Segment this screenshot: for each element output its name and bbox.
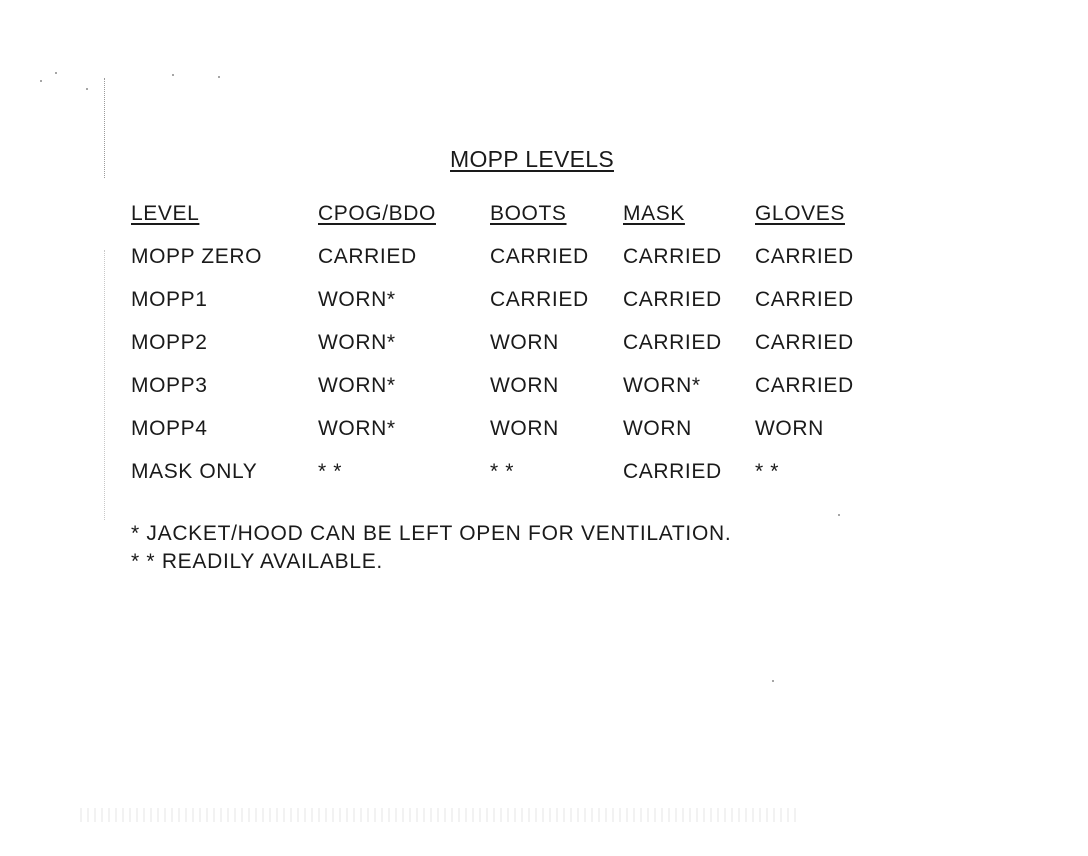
scan-speck	[218, 76, 220, 78]
table-cell: CARRIED	[755, 288, 854, 311]
table-cell: CARRIED	[490, 245, 589, 268]
scan-artifact	[80, 808, 800, 822]
scan-speck	[86, 88, 88, 90]
table-cell: CARRIED	[623, 460, 722, 483]
document-title: MOPP LEVELS	[450, 146, 614, 172]
table-cell: CARRIED	[623, 245, 722, 268]
header-cell: MASK	[623, 202, 685, 225]
table-cell: MOPP1	[131, 288, 208, 311]
scan-speck	[838, 514, 840, 516]
table-cell: CARRIED	[623, 331, 722, 354]
table-cell: CARRIED	[490, 288, 589, 311]
table-cell: MOPP4	[131, 417, 208, 440]
scan-speck	[772, 680, 774, 682]
table-cell: * *	[755, 460, 779, 483]
table-cell: MOPP3	[131, 374, 208, 397]
table-cell: CARRIED	[755, 331, 854, 354]
footnote-readily-available: * * READILY AVAILABLE.	[131, 550, 383, 573]
table-cell: WORN	[490, 331, 559, 354]
table-cell: CARRIED	[623, 288, 722, 311]
table-cell: MOPP ZERO	[131, 245, 263, 268]
table-cell: * *	[318, 460, 342, 483]
scan-speck	[172, 74, 174, 76]
footnotes	[131, 520, 731, 576]
scan-speck	[55, 72, 57, 74]
table-cell: CARRIED	[755, 245, 854, 268]
table-cell: WORN	[490, 374, 559, 397]
table-cell: CARRIED	[755, 374, 854, 397]
table-cell: MOPP2	[131, 331, 208, 354]
margin-rule	[104, 250, 106, 520]
header-cell: LEVEL	[131, 202, 200, 225]
table-cell: * *	[490, 460, 514, 483]
scan-speck	[40, 80, 42, 82]
header-cell: BOOTS	[490, 202, 567, 225]
header-cell: GLOVES	[755, 202, 845, 225]
header-cell: CPOG/BDO	[318, 202, 436, 225]
footnote-ventilation: * JACKET/HOOD CAN BE LEFT OPEN FOR VENTILATION.	[131, 522, 732, 545]
table-cell: CARRIED	[318, 245, 417, 268]
table-cell: WORN	[490, 417, 559, 440]
table-cell: WORN*	[318, 417, 396, 440]
table-cell: WORN*	[318, 331, 396, 354]
table-cell: WORN*	[318, 288, 396, 311]
table-cell: WORN	[623, 417, 692, 440]
table-cell: WORN	[755, 417, 824, 440]
table-cell: WORN*	[623, 374, 701, 397]
table-cell: WORN*	[318, 374, 396, 397]
table-cell: MASK ONLY	[131, 460, 258, 483]
